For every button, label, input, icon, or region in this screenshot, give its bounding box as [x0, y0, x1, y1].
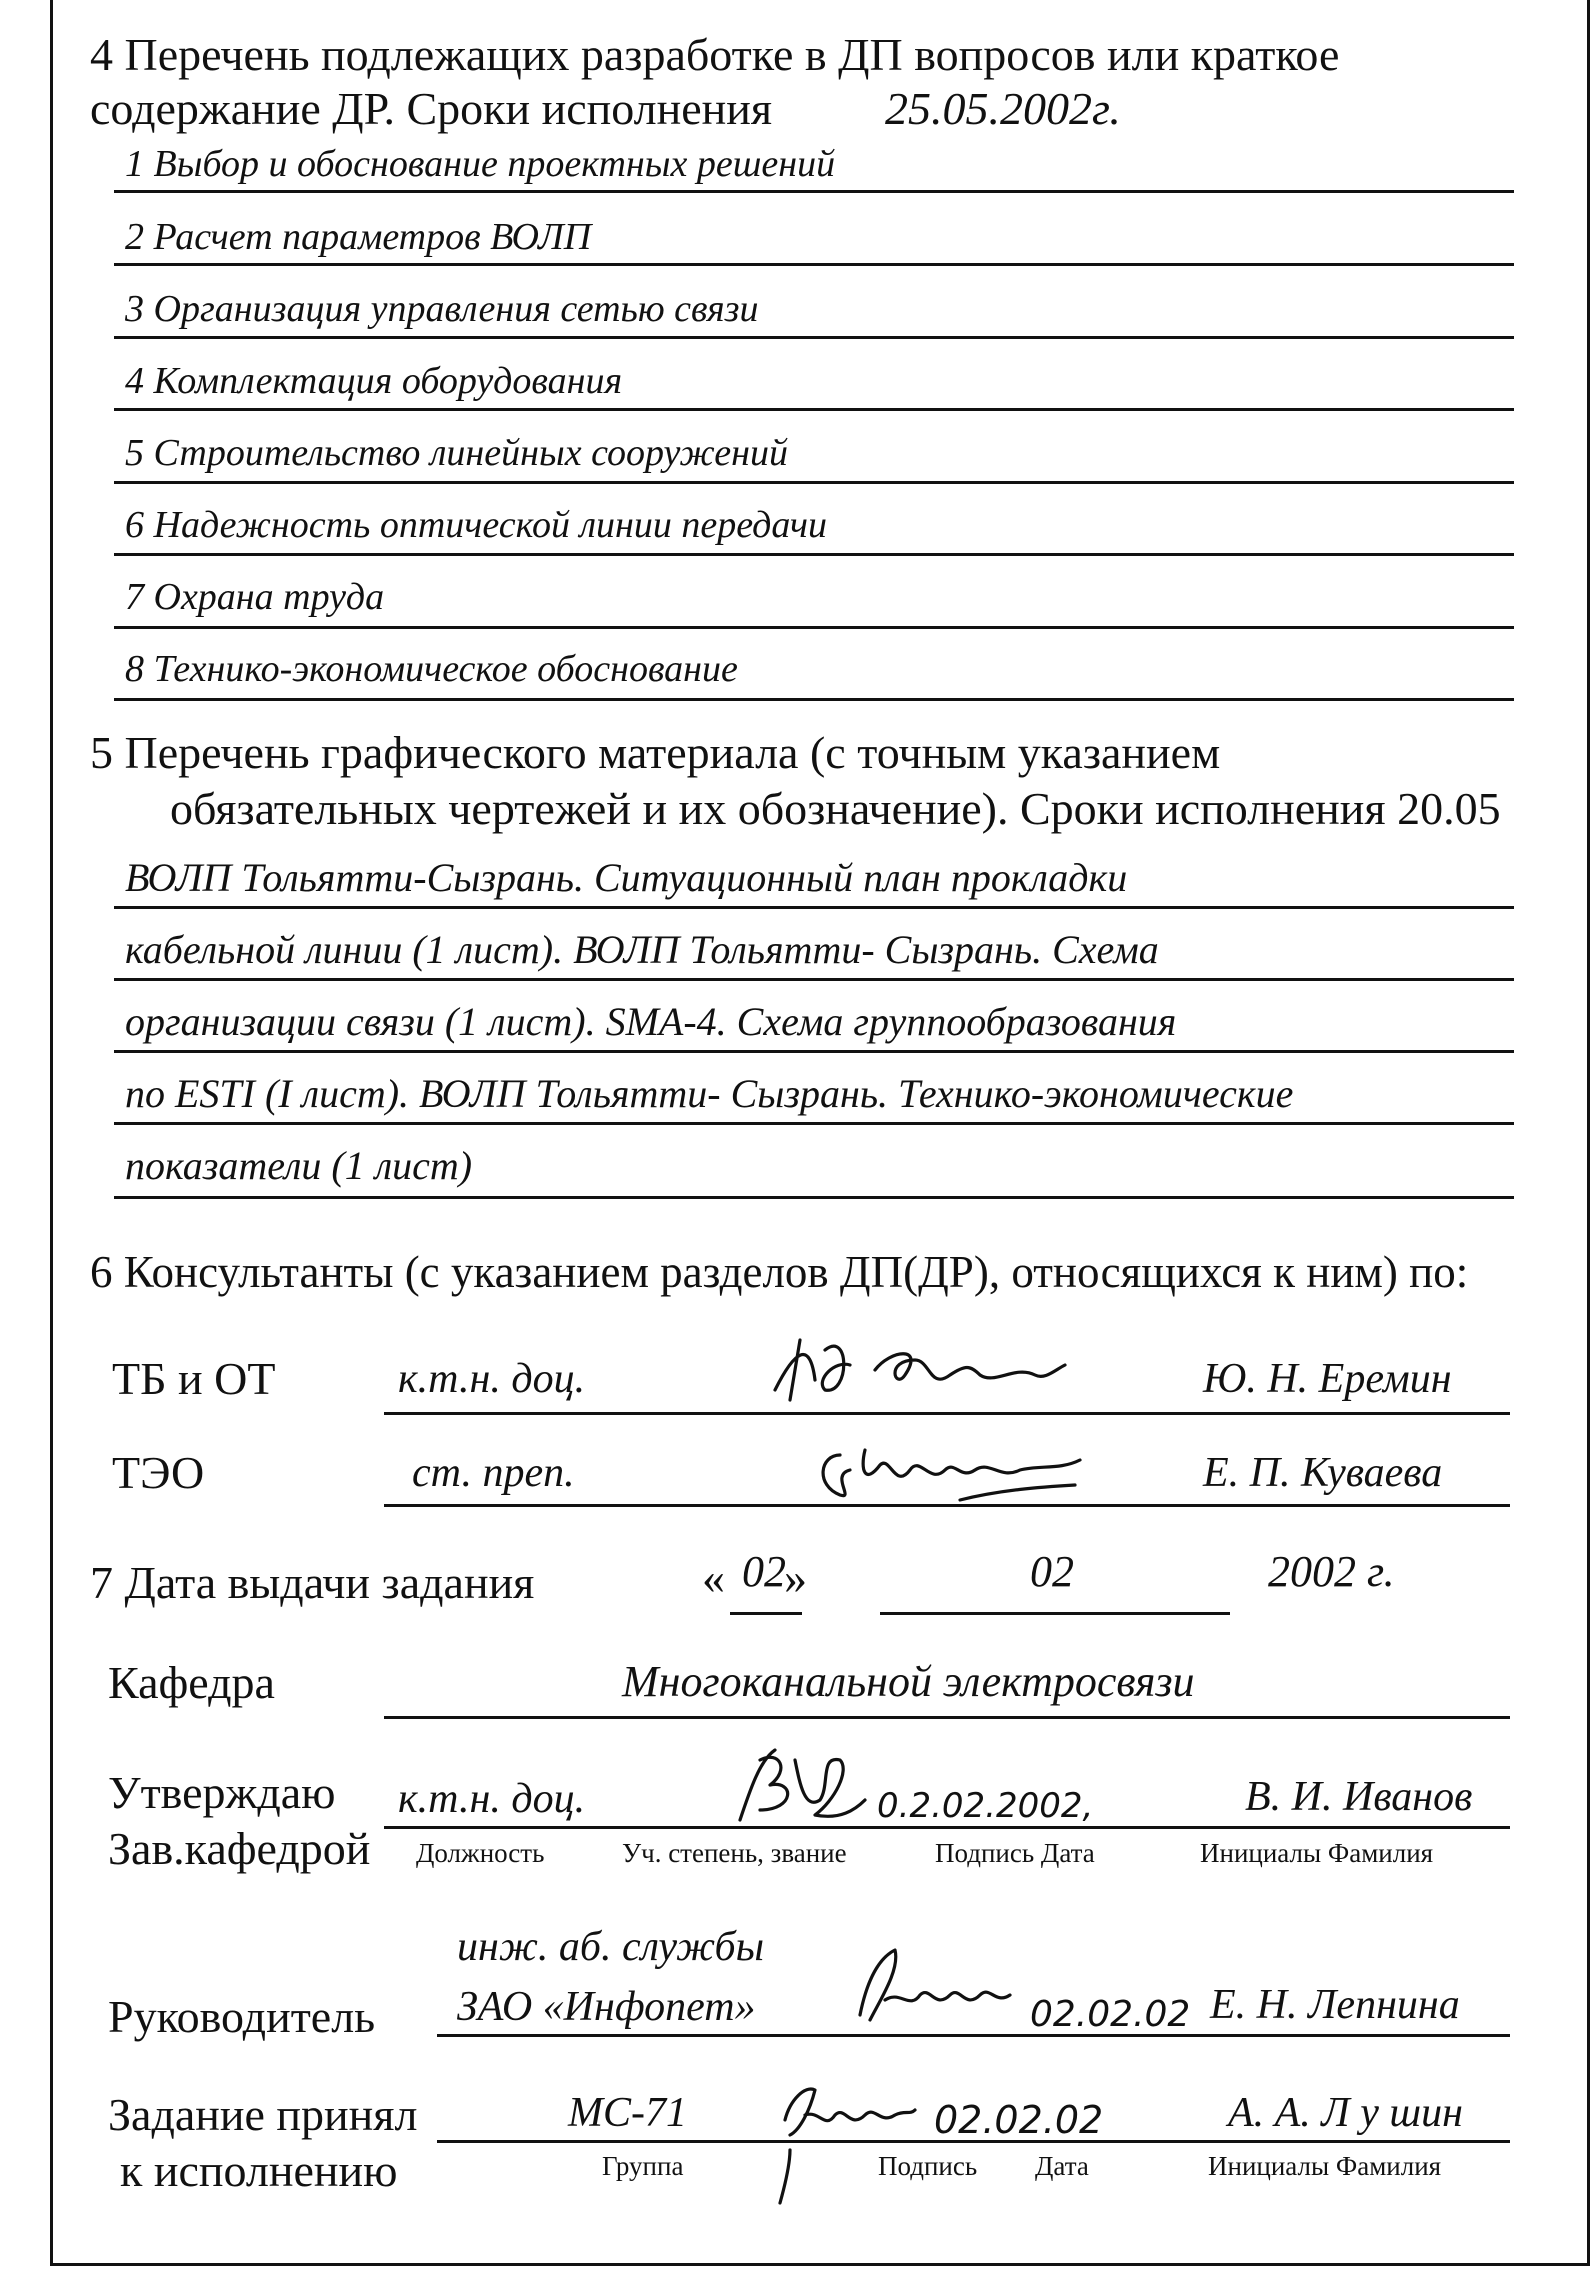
- consultant-name: Ю. Н. Еремин: [1203, 1356, 1452, 1402]
- rule-line: [114, 698, 1514, 701]
- approve-label-2: Зав.кафедрой: [108, 1823, 371, 1874]
- issue-month: 02: [1030, 1547, 1074, 1596]
- graphic-material-line: кабельной линии (1 лист). ВОЛП Тольятти- Сызрань. Схема: [125, 927, 1159, 972]
- rule-line: [880, 1612, 1230, 1615]
- section5-heading-line2: обязательных чертежей и их обозначение). Сроки исполнения 20.05: [170, 783, 1501, 834]
- supervisor-signature: [840, 1940, 1020, 2030]
- supervisor-label: Руководитель: [108, 1991, 376, 2042]
- consultant-area: ТБ и ОТ: [112, 1353, 276, 1404]
- accepted-label-2: к исполнению: [120, 2145, 398, 2196]
- consultant-signature-kuvaeva: [810, 1425, 1110, 1515]
- section4-deadline: 25.05.2002г.: [885, 83, 1121, 134]
- section4-heading-line2: содержание ДР. Сроки исполнения: [90, 83, 773, 134]
- consultant-area: ТЭО: [112, 1447, 205, 1498]
- consultant-title: ст. преп.: [412, 1450, 575, 1496]
- section4-item: 3 Организация управления сетью связи: [125, 288, 759, 330]
- rule-line: [384, 1826, 1510, 1829]
- caption-initials-surname: Инициалы Фамилия: [1200, 1838, 1434, 1868]
- rule-line: [114, 553, 1514, 556]
- approve-name: В. И. Иванов: [1245, 1774, 1473, 1820]
- caption-position: Должность: [416, 1838, 545, 1868]
- graphic-material-line: ВОЛП Тольятти-Сызрань. Ситуационный план прокладки: [125, 855, 1128, 900]
- rule-line: [114, 978, 1514, 981]
- section4-item: 5 Строительство линейных сооружений: [125, 432, 788, 474]
- quote-close: »: [784, 1552, 807, 1603]
- rule-line: [437, 2140, 1510, 2143]
- department-value: Многоканальной электросвязи: [622, 1657, 1195, 1706]
- caption-initials-surname: Инициалы Фамилия: [1208, 2151, 1442, 2181]
- approve-signature: [720, 1740, 870, 1835]
- supervisor-title-1: инж. аб. службы: [457, 1924, 765, 1970]
- consultant-name: Е. П. Куваева: [1203, 1450, 1443, 1496]
- section4-heading-line1: 4 Перечень подлежащих разработке в ДП вопросов или краткое: [90, 29, 1340, 80]
- section4-item: 1 Выбор и обоснование проектных решений: [125, 143, 836, 185]
- caption-group: Группа: [602, 2151, 684, 2181]
- supervisor-date: 02.02.02: [1030, 1994, 1191, 2035]
- rule-line: [114, 408, 1514, 411]
- section4-item: 4 Комплектация оборудования: [125, 360, 623, 402]
- approve-date: 0.2.02.2002,: [877, 1786, 1094, 1826]
- supervisor-name: Е. Н. Лепнина: [1210, 1982, 1460, 2028]
- section7-label: 7 Дата выдачи задания: [90, 1557, 535, 1608]
- graphic-material-line: организации связи (1 лист). SMA-4. Схема группообразования: [125, 999, 1177, 1044]
- issue-day: 02: [742, 1547, 786, 1596]
- rule-line: [114, 1050, 1514, 1053]
- rule-line: [114, 481, 1514, 484]
- rule-line: [114, 1122, 1514, 1125]
- rule-line: [114, 190, 1514, 193]
- rule-line: [114, 263, 1514, 266]
- rule-line: [384, 1716, 1510, 1719]
- rule-line: [114, 906, 1514, 909]
- section4-item: 8 Технико-экономическое обоснование: [125, 648, 738, 690]
- supervisor-title-2: ЗАО «Инфопет»: [457, 1984, 756, 2030]
- rule-line: [437, 2034, 1510, 2037]
- issue-year: 2002 г.: [1268, 1547, 1395, 1596]
- consultant-signature-eremin: [755, 1320, 1085, 1420]
- caption-sign-date: Подпись Дата: [935, 1838, 1095, 1868]
- caption-degree: Уч. степень, звание: [622, 1838, 847, 1868]
- section4-item: 6 Надежность оптической линии передачи: [125, 504, 828, 546]
- caption-date: Дата: [1035, 2151, 1089, 2181]
- section5-heading-line1: 5 Перечень графического материала (с точным указанием: [90, 727, 1221, 778]
- rule-line: [730, 1612, 802, 1615]
- section4-item: 7 Охрана труда: [125, 576, 385, 618]
- form-frame: [50, 0, 1590, 2266]
- approve-title: к.т.н. доц.: [398, 1776, 586, 1822]
- rule-line: [114, 1196, 1514, 1199]
- rule-line: [114, 336, 1514, 339]
- rule-line: [114, 626, 1514, 629]
- section6-heading: 6 Консультанты (с указанием разделов ДП(ДР), относящихся к ним) по:: [90, 1247, 1469, 1297]
- caption-sign: Подпись: [878, 2151, 978, 2181]
- section4-item: 2 Расчет параметров ВОЛП: [125, 216, 592, 258]
- graphic-material-line: по ESTI (I лист). ВОЛП Тольятти- Сызрань. Технико-экономические: [125, 1071, 1294, 1116]
- accepted-name: А. А. Л у шин: [1228, 2090, 1463, 2136]
- graphic-material-line: показатели (1 лист): [125, 1143, 473, 1188]
- approve-label-1: Утверждаю: [108, 1767, 336, 1818]
- department-label: Кафедра: [108, 1657, 275, 1708]
- accepted-date: 02.02.02: [934, 2098, 1104, 2142]
- accepted-group: МС-71: [568, 2090, 687, 2136]
- accepted-label-1: Задание принял: [108, 2089, 418, 2140]
- consultant-title: к.т.н. доц.: [398, 1356, 586, 1402]
- quote-open: «: [702, 1552, 725, 1603]
